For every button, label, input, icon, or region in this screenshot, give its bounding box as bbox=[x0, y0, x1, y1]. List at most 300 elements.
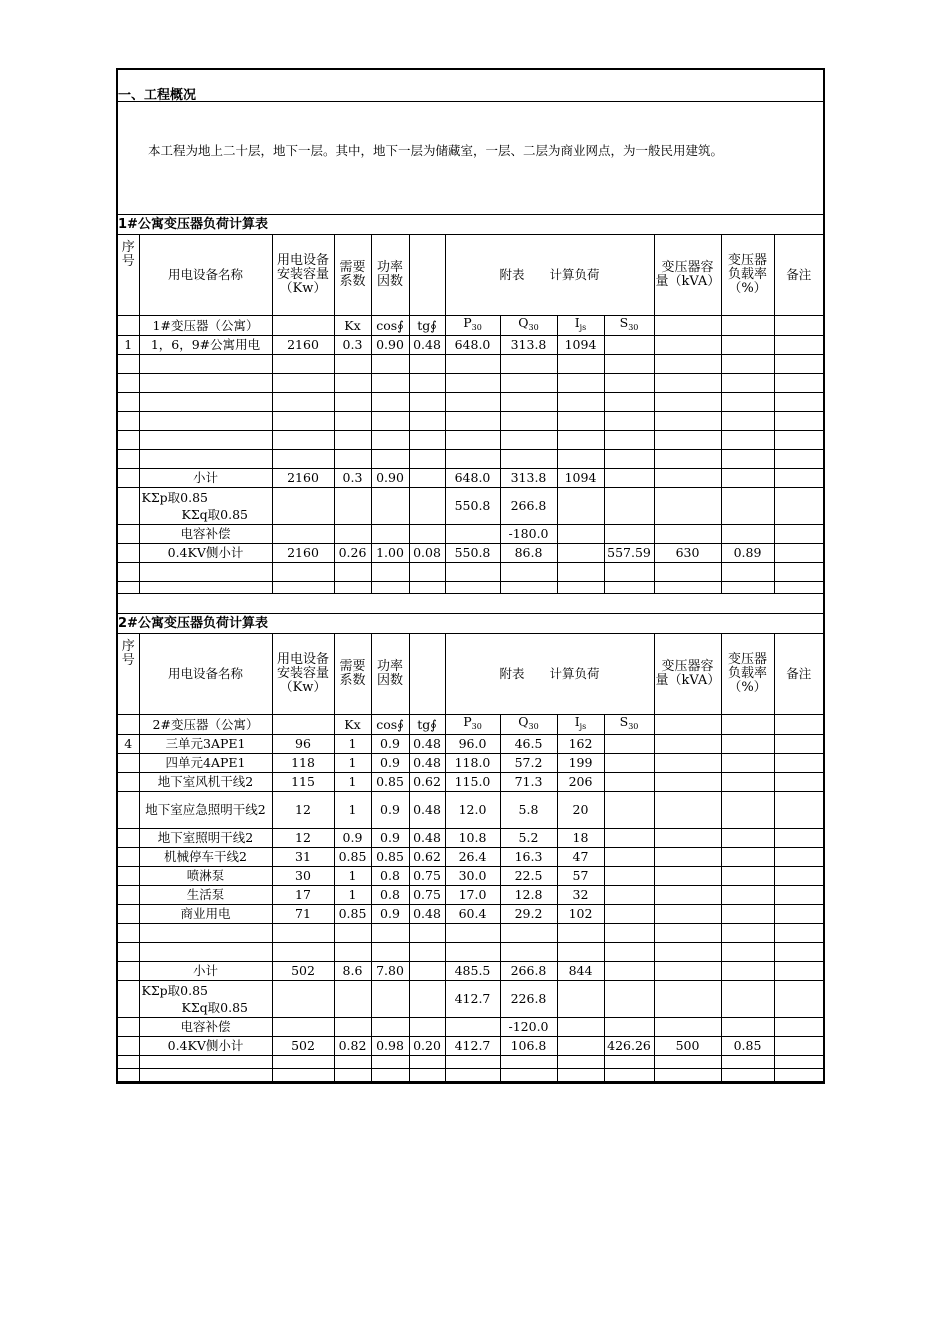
empty-cell bbox=[334, 431, 371, 450]
empty-cell bbox=[557, 981, 604, 1018]
empty-cell bbox=[334, 1069, 371, 1082]
empty-cell bbox=[272, 582, 334, 594]
empty-cell bbox=[774, 393, 823, 412]
empty-cell bbox=[774, 829, 823, 848]
table-cell: 29.2 bbox=[500, 905, 557, 924]
empty-cell bbox=[654, 488, 721, 525]
empty-cell bbox=[118, 393, 139, 412]
empty-cell bbox=[604, 867, 654, 886]
table-cell: 0.85 bbox=[334, 848, 371, 867]
empty-cell bbox=[654, 962, 721, 981]
table-cell: 0.20 bbox=[409, 1037, 445, 1056]
empty-cell bbox=[774, 1069, 823, 1082]
empty-cell bbox=[654, 1018, 721, 1037]
empty-cell bbox=[272, 355, 334, 374]
table-cell: 0.85 bbox=[371, 773, 409, 792]
empty-cell bbox=[721, 848, 774, 867]
empty-cell bbox=[721, 336, 774, 355]
empty-cell bbox=[654, 924, 721, 943]
side-subtotal-row bbox=[118, 1037, 823, 1056]
table-cell: 1 bbox=[334, 754, 371, 773]
table-cell: 96 bbox=[272, 735, 334, 754]
empty-cell bbox=[604, 431, 654, 450]
table-cell: 17 bbox=[272, 886, 334, 905]
section-heading: 一、工程概况 bbox=[118, 70, 823, 102]
empty-cell bbox=[774, 735, 823, 754]
empty-cell bbox=[371, 1018, 409, 1037]
table-cell: 31 bbox=[272, 848, 334, 867]
empty-row bbox=[118, 393, 823, 412]
empty-cell bbox=[604, 355, 654, 374]
table-cell: 118.0 bbox=[445, 754, 500, 773]
load-table-1 bbox=[118, 235, 823, 594]
empty-cell bbox=[409, 1018, 445, 1037]
table-cell: KΣp取0.85 KΣq取0.85 bbox=[139, 981, 272, 1018]
table-cell: 47 bbox=[557, 848, 604, 867]
empty-cell bbox=[774, 773, 823, 792]
group-label: 1#变压器（公寓） bbox=[139, 316, 272, 336]
table-cell: 118 bbox=[272, 754, 334, 773]
header-remark: 备注 bbox=[774, 235, 823, 316]
empty-cell bbox=[272, 715, 334, 735]
empty-cell bbox=[721, 488, 774, 525]
table-cell: 0.98 bbox=[371, 1037, 409, 1056]
empty-row bbox=[118, 943, 823, 962]
empty-cell bbox=[334, 943, 371, 962]
empty-cell bbox=[654, 469, 721, 488]
empty-cell bbox=[774, 525, 823, 544]
empty-cell bbox=[371, 1056, 409, 1069]
empty-cell bbox=[409, 469, 445, 488]
empty-cell bbox=[371, 981, 409, 1018]
table-cell: 5.2 bbox=[500, 829, 557, 848]
spacer bbox=[118, 594, 823, 614]
empty-cell bbox=[334, 450, 371, 469]
empty-cell bbox=[334, 1056, 371, 1069]
empty-cell bbox=[139, 582, 272, 594]
table-cell: 0.48 bbox=[409, 735, 445, 754]
empty-cell bbox=[721, 1056, 774, 1069]
empty-row bbox=[118, 1056, 823, 1069]
empty-cell bbox=[445, 450, 500, 469]
empty-cell bbox=[721, 431, 774, 450]
empty-cell bbox=[118, 374, 139, 393]
empty-cell bbox=[334, 374, 371, 393]
empty-cell bbox=[604, 924, 654, 943]
col-q30: $Q_{30}$ bbox=[500, 316, 557, 336]
empty-cell bbox=[604, 563, 654, 582]
empty-cell bbox=[118, 829, 139, 848]
table-cell: 426.26 bbox=[604, 1037, 654, 1056]
empty-cell bbox=[334, 525, 371, 544]
empty-cell bbox=[557, 450, 604, 469]
table-cell: 0.48 bbox=[409, 829, 445, 848]
empty-row bbox=[118, 450, 823, 469]
empty-cell bbox=[721, 773, 774, 792]
empty-cell bbox=[557, 525, 604, 544]
table-cell: 0.75 bbox=[409, 867, 445, 886]
table-cell: 206 bbox=[557, 773, 604, 792]
empty-row bbox=[118, 431, 823, 450]
ksum-row: KΣp取0.85 KΣq取0.85 550.8 266.8 bbox=[118, 488, 823, 525]
empty-cell bbox=[334, 981, 371, 1018]
table-row: 1 1，6，9#公寓用电 2160 0.3 0.90 0.48 648.0 313.8 1094 bbox=[118, 336, 823, 355]
table-cell: 喷淋泵 bbox=[139, 867, 272, 886]
empty-cell bbox=[654, 792, 721, 829]
group-label: 2#变压器（公寓） bbox=[139, 715, 272, 735]
table-cell: 0.85 bbox=[721, 1037, 774, 1056]
table-cell: 8.6 bbox=[334, 962, 371, 981]
empty-row bbox=[118, 924, 823, 943]
col-kx: Kx bbox=[334, 316, 371, 336]
empty-cell bbox=[409, 450, 445, 469]
table-cell: 32 bbox=[557, 886, 604, 905]
empty-cell bbox=[774, 355, 823, 374]
empty-cell bbox=[409, 563, 445, 582]
empty-cell bbox=[272, 412, 334, 431]
empty-cell bbox=[654, 374, 721, 393]
empty-cell bbox=[774, 488, 823, 525]
empty-cell bbox=[557, 374, 604, 393]
empty-cell bbox=[774, 754, 823, 773]
empty-cell bbox=[654, 412, 721, 431]
empty-cell bbox=[371, 374, 409, 393]
empty-cell bbox=[118, 1037, 139, 1056]
table-row bbox=[118, 829, 823, 848]
table-row bbox=[118, 773, 823, 792]
empty-cell bbox=[272, 563, 334, 582]
empty-cell bbox=[445, 374, 500, 393]
empty-cell bbox=[445, 1069, 500, 1082]
empty-cell bbox=[118, 754, 139, 773]
empty-cell bbox=[118, 582, 139, 594]
empty-cell bbox=[334, 582, 371, 594]
table-cell: 30.0 bbox=[445, 867, 500, 886]
empty-cell bbox=[500, 582, 557, 594]
header-seq: 序号 bbox=[118, 235, 139, 316]
empty-cell bbox=[604, 374, 654, 393]
empty-cell bbox=[272, 431, 334, 450]
table-cell: 小计 bbox=[139, 962, 272, 981]
table-cell: 1 bbox=[334, 735, 371, 754]
empty-cell bbox=[654, 773, 721, 792]
empty-row bbox=[118, 582, 823, 594]
capacitor-row: 电容补偿 -180.0 bbox=[118, 525, 823, 544]
empty-cell bbox=[654, 905, 721, 924]
empty-cell bbox=[774, 792, 823, 829]
header-power: 功率因数 bbox=[371, 235, 409, 316]
empty-cell bbox=[774, 848, 823, 867]
empty-cell bbox=[272, 981, 334, 1018]
header-name: 用电设备名称 bbox=[139, 634, 272, 715]
empty-cell bbox=[557, 1056, 604, 1069]
table-row bbox=[118, 905, 823, 924]
empty-cell bbox=[500, 943, 557, 962]
empty-cell bbox=[118, 544, 139, 563]
table-cell: 30 bbox=[272, 867, 334, 886]
empty-cell bbox=[774, 469, 823, 488]
empty-cell bbox=[371, 431, 409, 450]
empty-cell bbox=[774, 336, 823, 355]
table-cell: 0.9 bbox=[371, 792, 409, 829]
header-remark: 备注 bbox=[774, 634, 823, 715]
table-cell: 46.5 bbox=[500, 735, 557, 754]
header-appendix: 附表 计算负荷 bbox=[445, 235, 654, 316]
table-cell: 106.8 bbox=[500, 1037, 557, 1056]
table-cell: 四单元4APE1 bbox=[139, 754, 272, 773]
empty-cell bbox=[557, 1069, 604, 1082]
empty-cell bbox=[774, 905, 823, 924]
empty-cell bbox=[139, 943, 272, 962]
empty-cell bbox=[445, 563, 500, 582]
empty-cell bbox=[139, 1056, 272, 1069]
empty-cell bbox=[604, 829, 654, 848]
empty-cell bbox=[118, 981, 139, 1018]
empty-cell bbox=[334, 924, 371, 943]
empty-cell bbox=[272, 525, 334, 544]
empty-cell bbox=[118, 773, 139, 792]
empty-cell bbox=[500, 355, 557, 374]
empty-cell bbox=[409, 431, 445, 450]
empty-cell bbox=[139, 563, 272, 582]
empty-cell bbox=[654, 1069, 721, 1082]
empty-cell bbox=[604, 792, 654, 829]
table-cell: 500 bbox=[654, 1037, 721, 1056]
table-cell: 0.9 bbox=[334, 829, 371, 848]
empty-cell bbox=[272, 1069, 334, 1082]
empty-cell bbox=[272, 488, 334, 525]
empty-cell bbox=[500, 924, 557, 943]
table-cell: 60.4 bbox=[445, 905, 500, 924]
empty-cell bbox=[774, 867, 823, 886]
table-row bbox=[118, 792, 823, 829]
empty-row bbox=[118, 374, 823, 393]
empty-cell bbox=[371, 393, 409, 412]
empty-cell bbox=[118, 1018, 139, 1037]
empty-cell bbox=[654, 563, 721, 582]
empty-cell bbox=[774, 374, 823, 393]
table-cell: 12.0 bbox=[445, 792, 500, 829]
table-cell: 0.48 bbox=[409, 905, 445, 924]
table-cell: 115.0 bbox=[445, 773, 500, 792]
empty-cell bbox=[272, 924, 334, 943]
empty-cell bbox=[654, 355, 721, 374]
table-row bbox=[118, 735, 823, 754]
table-cell: 0.8 bbox=[371, 867, 409, 886]
table-cell: 20 bbox=[557, 792, 604, 829]
empty-cell bbox=[557, 924, 604, 943]
empty-cell bbox=[604, 469, 654, 488]
empty-cell bbox=[371, 450, 409, 469]
empty-cell bbox=[604, 1056, 654, 1069]
empty-cell bbox=[409, 981, 445, 1018]
empty-cell bbox=[721, 355, 774, 374]
empty-cell bbox=[272, 450, 334, 469]
empty-cell bbox=[654, 829, 721, 848]
table-cell: 三单元3APE1 bbox=[139, 735, 272, 754]
empty-cell bbox=[334, 412, 371, 431]
table-cell: 0.85 bbox=[371, 848, 409, 867]
table-cell: 0.82 bbox=[334, 1037, 371, 1056]
empty-cell bbox=[721, 943, 774, 962]
empty-cell bbox=[557, 1018, 604, 1037]
empty-cell bbox=[721, 735, 774, 754]
empty-cell bbox=[654, 450, 721, 469]
table-cell: 18 bbox=[557, 829, 604, 848]
empty-cell bbox=[604, 735, 654, 754]
empty-cell bbox=[654, 715, 721, 735]
table-cell: 地下室应急照明干线2 bbox=[139, 792, 272, 829]
empty-cell bbox=[118, 943, 139, 962]
header-row bbox=[118, 235, 823, 316]
empty-cell bbox=[721, 962, 774, 981]
empty-cell bbox=[371, 412, 409, 431]
empty-cell bbox=[445, 431, 500, 450]
empty-cell bbox=[604, 943, 654, 962]
empty-cell bbox=[557, 355, 604, 374]
table-cell: 12 bbox=[272, 792, 334, 829]
empty-cell bbox=[139, 355, 272, 374]
empty-row bbox=[118, 412, 823, 431]
empty-cell bbox=[445, 355, 500, 374]
empty-cell bbox=[500, 393, 557, 412]
empty-cell bbox=[409, 412, 445, 431]
empty-cell bbox=[774, 1037, 823, 1056]
table-cell: 502 bbox=[272, 962, 334, 981]
empty-cell bbox=[557, 412, 604, 431]
table-cell: 地下室照明干线2 bbox=[139, 829, 272, 848]
empty-cell bbox=[334, 563, 371, 582]
empty-cell bbox=[272, 1018, 334, 1037]
table-cell: 0.9 bbox=[371, 829, 409, 848]
table-cell: 162 bbox=[557, 735, 604, 754]
side-subtotal-row: 0.4KV侧小计 2160 0.26 1.00 0.08 550.8 86.8 557.59 630 0.89 bbox=[118, 544, 823, 563]
empty-cell bbox=[721, 1018, 774, 1037]
empty-cell bbox=[118, 1069, 139, 1082]
empty-cell bbox=[774, 431, 823, 450]
table-cell: 机械停车干线2 bbox=[139, 848, 272, 867]
empty-cell bbox=[774, 563, 823, 582]
table-cell: 266.8 bbox=[500, 962, 557, 981]
empty-cell bbox=[118, 715, 139, 735]
empty-cell bbox=[654, 582, 721, 594]
header-appendix: 附表 计算负荷 bbox=[445, 634, 654, 715]
empty-cell bbox=[272, 374, 334, 393]
empty-cell bbox=[721, 886, 774, 905]
table-cell: 商业用电 bbox=[139, 905, 272, 924]
empty-cell bbox=[118, 848, 139, 867]
empty-cell bbox=[557, 943, 604, 962]
empty-cell bbox=[445, 525, 500, 544]
empty-cell bbox=[557, 1037, 604, 1056]
col-s30: $S_{30}$ bbox=[604, 316, 654, 336]
header-power: 功率因数 bbox=[371, 634, 409, 715]
table-cell: 71.3 bbox=[500, 773, 557, 792]
empty-cell bbox=[371, 582, 409, 594]
empty-cell bbox=[409, 525, 445, 544]
table-row bbox=[118, 848, 823, 867]
table-cell: 1 bbox=[334, 886, 371, 905]
empty-cell bbox=[721, 924, 774, 943]
empty-cell bbox=[272, 943, 334, 962]
table-cell: 57.2 bbox=[500, 754, 557, 773]
table-cell: 0.9 bbox=[371, 754, 409, 773]
table-cell: 1 bbox=[334, 867, 371, 886]
table-cell: 115 bbox=[272, 773, 334, 792]
empty-cell bbox=[557, 393, 604, 412]
empty-cell bbox=[557, 582, 604, 594]
empty-cell bbox=[774, 544, 823, 563]
empty-cell bbox=[774, 412, 823, 431]
table-cell: 71 bbox=[272, 905, 334, 924]
table-cell: 844 bbox=[557, 962, 604, 981]
table-cell: 502 bbox=[272, 1037, 334, 1056]
table-cell: 57 bbox=[557, 867, 604, 886]
empty-cell bbox=[118, 1056, 139, 1069]
table-cell: 4 bbox=[118, 735, 139, 754]
empty-cell bbox=[371, 563, 409, 582]
empty-cell bbox=[721, 450, 774, 469]
empty-cell bbox=[118, 488, 139, 525]
empty-cell bbox=[774, 450, 823, 469]
empty-cell bbox=[654, 981, 721, 1018]
empty-cell bbox=[500, 374, 557, 393]
subtotal-row: 小计 2160 0.3 0.90 648.0 313.8 1094 bbox=[118, 469, 823, 488]
empty-cell bbox=[774, 582, 823, 594]
empty-cell bbox=[557, 431, 604, 450]
capacitor-row bbox=[118, 1018, 823, 1037]
table-cell: 0.4KV侧小计 bbox=[139, 1037, 272, 1056]
header-capacity: 用电设备安装容量（Kw） bbox=[272, 235, 334, 316]
table-cell: 10.8 bbox=[445, 829, 500, 848]
empty-cell bbox=[445, 393, 500, 412]
empty-cell bbox=[654, 848, 721, 867]
empty-cell bbox=[721, 412, 774, 431]
empty-cell bbox=[604, 582, 654, 594]
empty-cell bbox=[500, 450, 557, 469]
empty-cell bbox=[654, 735, 721, 754]
empty-row bbox=[118, 1069, 823, 1082]
empty-cell bbox=[500, 563, 557, 582]
empty-cell bbox=[654, 867, 721, 886]
table-cell: 5.8 bbox=[500, 792, 557, 829]
table-cell: 0.8 bbox=[371, 886, 409, 905]
empty-cell bbox=[118, 792, 139, 829]
header-trans-cap: 变压器容量（kVA） bbox=[654, 634, 721, 715]
empty-cell bbox=[409, 488, 445, 525]
table-cell: 电容补偿 bbox=[139, 1018, 272, 1037]
empty-cell bbox=[445, 412, 500, 431]
table-row bbox=[118, 886, 823, 905]
empty-cell bbox=[118, 450, 139, 469]
empty-cell bbox=[774, 715, 823, 735]
table-cell: 0.62 bbox=[409, 848, 445, 867]
empty-cell bbox=[334, 393, 371, 412]
empty-cell bbox=[334, 488, 371, 525]
table-cell: 0.9 bbox=[371, 735, 409, 754]
empty-cell bbox=[604, 981, 654, 1018]
empty-cell bbox=[721, 905, 774, 924]
empty-cell bbox=[118, 886, 139, 905]
table-cell: 0.75 bbox=[409, 886, 445, 905]
empty-cell bbox=[721, 715, 774, 735]
empty-cell bbox=[604, 754, 654, 773]
table-cell: 生活泵 bbox=[139, 886, 272, 905]
empty-cell bbox=[409, 962, 445, 981]
empty-cell bbox=[500, 1056, 557, 1069]
empty-cell bbox=[371, 1069, 409, 1082]
table-cell: 412.7 bbox=[445, 981, 500, 1018]
